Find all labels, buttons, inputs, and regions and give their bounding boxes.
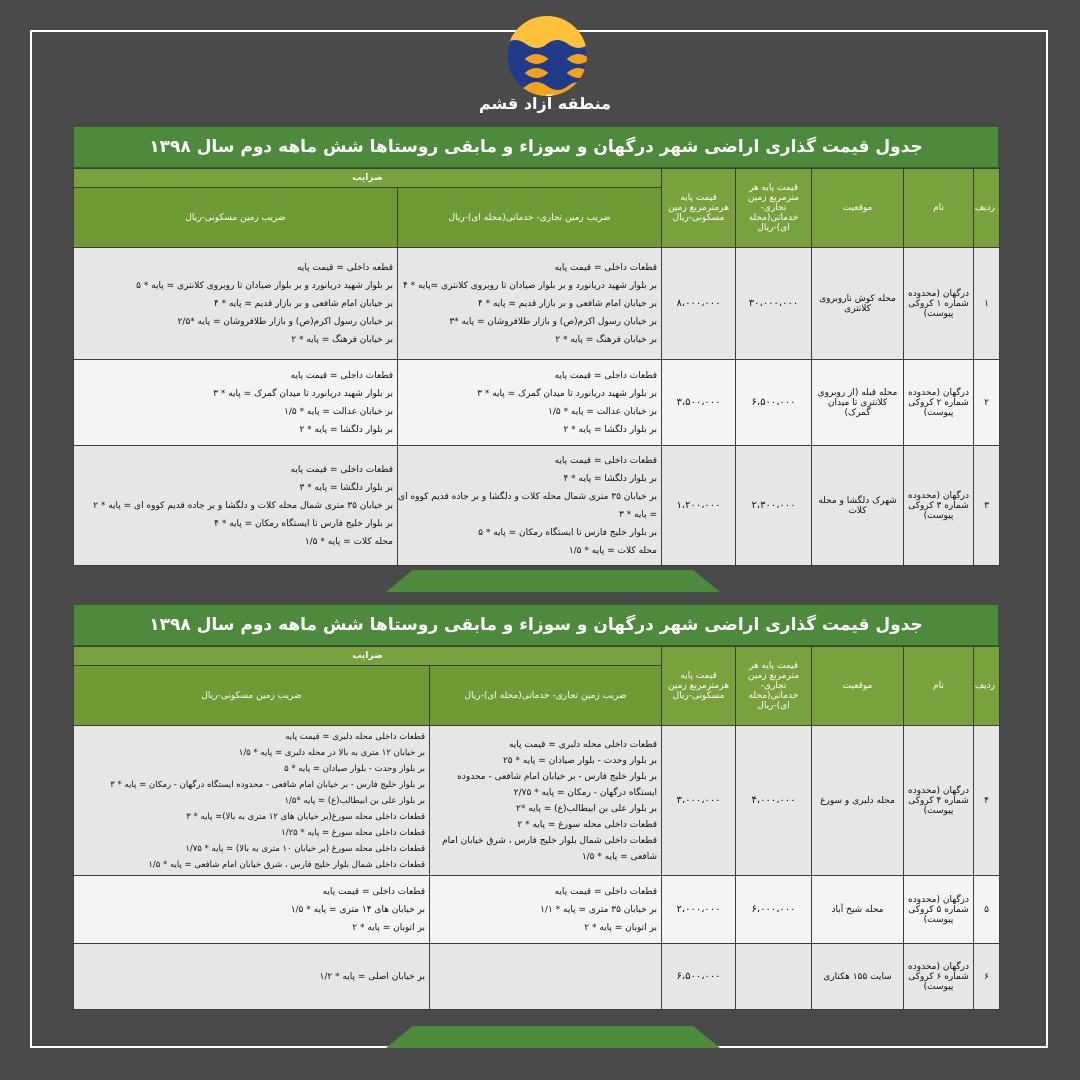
cell-factor-commercial <box>398 446 662 566</box>
factor-line: قطعات داخلی محله سورغ = پایه * ۱/۲۵ <box>281 827 426 838</box>
factor-line: قطعات داخلی شمال بلوار خلیج فارس ، شرق خیابان امام شافعی = پایه * ۱/۵ <box>148 859 426 870</box>
cell-location: سایت ۱۵۵ هکتاری <box>812 944 904 1010</box>
cell-location: شهرک دلگشا و محله کلات <box>812 446 904 566</box>
cell-location: محله شیخ آباد <box>812 876 904 944</box>
header-base-commercial: قیمت پایه هر مترمربع زمین تجاری- خدماتی(محله ای)-ریال <box>736 169 812 248</box>
factor-line: قطعات داخلی = قیمت پایه <box>322 886 426 897</box>
factor-line: قطعات داخلی محله سورغ = پایه * ۲ <box>517 819 658 830</box>
cell-base-commercial: ۴،۰۰۰،۰۰۰ <box>736 726 812 876</box>
cell-factor-residential <box>74 248 398 360</box>
cell-base-residential: ۳،۵۰۰،۰۰۰ <box>662 360 736 446</box>
table-title: جدول قیمت گذاری اراضی شهر درگهان و سوزاء و مابقی روستاها شش ماهه دوم سال ۱۳۹۸ <box>73 126 999 168</box>
cell-row-no: ۴ <box>974 726 1000 876</box>
factor-line: بر بلوار شهید دریانورد تا میدان گمرک = پایه * ۳ <box>477 388 658 399</box>
factor-line: قطعات داخلی محله سورغ(بر خیابان های ۱۲ متری به بالا)= پایه * ۳ <box>186 811 426 822</box>
cell-name: درگهان (محدوده شماره ۱ کروکی پیوست) <box>904 248 974 360</box>
header-base-residential: قیمت پایه هرمترمربع زمین مسکونی-ریال <box>662 647 736 726</box>
cell-name: درگهان (محدوده شماره ۵ کروکی پیوست) <box>904 876 974 944</box>
cell-factor-residential <box>74 876 430 944</box>
factor-line: بر خیابان امام شافعی و بر بازار قدیم = پایه * ۴ <box>477 298 658 309</box>
factor-line: بر خیابان اصلی = پایه * ۱/۲ <box>319 971 426 982</box>
header-row-no: ردیف <box>974 169 1000 248</box>
factor-line: بر بلوار وحدت - بلوار صیادان = پایه * ۲۵ <box>502 755 658 766</box>
header-name: نام <box>904 647 974 726</box>
cell-factor-residential <box>74 726 430 876</box>
cell-factor-commercial <box>430 944 662 1010</box>
cell-row-no: ۲ <box>974 360 1000 446</box>
header-factors: ضرایب <box>74 169 662 188</box>
cell-base-commercial: ۲،۳۰۰،۰۰۰ <box>736 446 812 566</box>
cell-factor-commercial <box>398 360 662 446</box>
factor-line: بر بلوار دلگشا = پایه * ۴ <box>563 473 658 484</box>
cell-base-commercial: ۶،۵۰۰،۰۰۰ <box>736 360 812 446</box>
factor-line: قطعات داخلی = قیمت پایه <box>290 464 394 475</box>
table-row <box>74 876 1000 944</box>
cell-row-no: ۶ <box>974 944 1000 1010</box>
factor-line: بر خیابان رسول اکرم(ص) و بازار طلافروشان = پایه *۳ <box>449 316 658 327</box>
price-table-1 <box>73 126 999 566</box>
factor-line: بر خیابان های ۱۴ متری = پایه * ۱/۵ <box>290 904 426 915</box>
cell-factor-residential <box>74 360 398 446</box>
factor-line: بر بلوار خلیج فارس تا ایستگاه رمکان = پایه * ۴ <box>214 518 394 529</box>
price-table <box>73 168 1000 566</box>
factor-line: قطعات داخلی = قیمت پایه <box>554 370 658 381</box>
cell-base-residential: ۲،۰۰۰،۰۰۰ <box>662 876 736 944</box>
cell-name: درگهان (محدوده شماره ۶ کروکی پیوست) <box>904 944 974 1010</box>
factor-line: قطعات داخلی = قیمت پایه <box>554 262 658 273</box>
cell-factor-commercial <box>430 726 662 876</box>
cell-base-commercial <box>736 944 812 1010</box>
factor-line: بر بلوار شهید دریانورد تا میدان گمرک = پایه * ۳ <box>213 388 394 399</box>
factor-line: بر اتوبان = پایه * ۲ <box>352 922 426 933</box>
cell-factor-residential <box>74 446 398 566</box>
factor-line: قطعه داخلی = قیمت پایه <box>296 262 394 273</box>
header-row-no: ردیف <box>974 647 1000 726</box>
table-row <box>74 360 1000 446</box>
factor-line: محله کلات = پایه * ۱/۵ <box>304 536 394 547</box>
table-footer-tab <box>386 570 720 592</box>
cell-base-residential: ۱،۲۰۰،۰۰۰ <box>662 446 736 566</box>
factor-line: قطعات داخلی محله سورغ (بر خیابان ۱۰ متری به بالا) = پایه * ۱/۷۵ <box>185 843 426 854</box>
cell-row-no: ۵ <box>974 876 1000 944</box>
factor-line: قطعات داخلی محله دلبری = قیمت پایه <box>285 731 426 742</box>
cell-factor-commercial <box>430 876 662 944</box>
header-base-residential: قیمت پایه هرمترمربع زمین مسکونی-ریال <box>662 169 736 248</box>
cell-base-commercial: ۶،۰۰۰،۰۰۰ <box>736 876 812 944</box>
factor-line: = پایه * ۳ <box>618 509 658 520</box>
factor-line: بر بلوار دلگشا = پایه * ۳ <box>299 482 394 493</box>
table-title: جدول قیمت گذاری اراضی شهر درگهان و سوزاء و مابقی روستاها شش ماهه دوم سال ۱۳۹۸ <box>73 604 999 646</box>
factor-line: بر بلوار شهید دریانورد و بر بلوار صیادان تا روبروی کلانتری = پایه * ۵ <box>136 280 394 291</box>
header-base-commercial: قیمت پایه هر مترمربع زمین تجاری- خدماتی(محله ای)-ریال <box>736 647 812 726</box>
factor-line: بر اتوبان = پایه * ۲ <box>584 922 658 933</box>
qeshm-wave-logo-icon <box>505 14 589 98</box>
factor-line: بر بلوار خلیج فارس تا ایستگاه رمکان = پایه * ۵ <box>478 527 658 538</box>
cell-row-no: ۳ <box>974 446 1000 566</box>
cell-name: درگهان (محدوده شماره ۳ کروکی پیوست) <box>904 446 974 566</box>
cell-location: محله کوش ناروبروی کلانتری <box>812 248 904 360</box>
cell-factor-residential <box>74 944 430 1010</box>
factor-line: ایستگاه درگهان - رمکان = پایه * ۲/۷۵ <box>513 787 658 798</box>
factor-line: بر بلوار دلگشا = پایه * ۲ <box>563 424 658 435</box>
factor-line: قطعات داخلی = قیمت پایه <box>554 455 658 466</box>
cell-base-residential: ۸،۰۰۰،۰۰۰ <box>662 248 736 360</box>
factor-line: قطعات داخلی = قیمت پایه <box>290 370 394 381</box>
logo-text: منطقه آزاد قشم <box>478 94 612 113</box>
table-row <box>74 248 1000 360</box>
cell-name: درگهان (محدوده شماره ۴ کروکی پیوست) <box>904 726 974 876</box>
header-factor-commercial: ضریب زمین تجاری- خدماتی(محله ای)-ریال <box>398 188 662 248</box>
factor-line: قطعات داخلی شمال بلوار خلیج فارس ، شرق خیابان امام <box>442 835 658 846</box>
table-footer-tab <box>386 1026 720 1048</box>
factor-line: بر بلوار خلیج فارس - بر خیابان امام شافعی - محدوده ایستگاه درگهان - رمکان = پایه * ۳ <box>110 779 426 790</box>
factor-line: بر خیابان فرهنگ = پایه * ۲ <box>291 334 394 345</box>
factor-line: شافعی = پایه * ۱/۵ <box>581 851 658 862</box>
factor-line: بر خیابان امام شافعی و بر بازار قدیم = پایه * ۴ <box>213 298 394 309</box>
factor-line: بر خیابان عدالت = پایه * ۱/۵ <box>284 406 394 417</box>
factor-line: بر بلوار دلگشا = پایه * ۲ <box>299 424 394 435</box>
factor-line: بر خیابان ۳۵ متری شمال محله کلات و دلگشا و بر جاده قدیم کووه ای <box>398 491 658 502</box>
factor-line: بر خیابان ۳۵ متری شمال محله کلات و دلگشا و بر جاده قدیم کووه ای = پایه * ۲ <box>93 500 394 511</box>
cell-base-residential: ۶،۵۰۰،۰۰۰ <box>662 944 736 1010</box>
factor-line: بر بلوار علی بن ابیطالب(ع) = پایه *۱/۵ <box>284 795 426 806</box>
factor-line: بر بلوار وحدت - بلوار صیادان = پایه * ۵ <box>284 763 426 774</box>
cell-row-no: ۱ <box>974 248 1000 360</box>
cell-location: محله دلبری و سورغ <box>812 726 904 876</box>
factor-line: بر بلوار خلیج فارس - بر خیابان امام شافعی - محدوده <box>457 771 658 782</box>
header-factors: ضرایب <box>74 647 662 666</box>
factor-line: بر خیابان رسول اکرم(ص) و بازار طلافروشان = پایه *۲/۵ <box>177 316 394 327</box>
cell-location: محله قبله (از روبروی کلانتری تا میدان گمرک) <box>812 360 904 446</box>
factor-line: قطعات داخلی محله دلبری = قیمت پایه <box>508 739 658 750</box>
header-name: نام <box>904 169 974 248</box>
factor-line: بر خیابان ۳۵ متری = پایه * ۱/۱ <box>540 904 658 915</box>
factor-line: محله کلات = پایه * ۱/۵ <box>568 545 658 556</box>
table-row <box>74 446 1000 566</box>
price-table-2 <box>73 604 999 1010</box>
header-factor-commercial: ضریب زمین تجاری- خدماتی(محله ای)-ریال <box>430 666 662 726</box>
cell-factor-commercial <box>398 248 662 360</box>
cell-base-residential: ۳،۰۰۰،۰۰۰ <box>662 726 736 876</box>
cell-base-commercial: ۳۰،۰۰۰،۰۰۰ <box>736 248 812 360</box>
factor-line: قطعات داخلی = قیمت پایه <box>554 886 658 897</box>
factor-line: بر بلوار علی بن ابیطالب(ع) = پایه *۲ <box>516 803 658 814</box>
factor-line: بر خیابان فرهنگ = پایه * ۲ <box>555 334 658 345</box>
header-factor-residential: ضریب زمین مسکونی-ریال <box>74 666 430 726</box>
table-row <box>74 944 1000 1010</box>
header-factor-residential: ضریب زمین مسکونی-ریال <box>74 188 398 248</box>
factor-line: بر بلوار شهید دریانورد و بر بلوار صیادان تا روبروی کلانتری =پایه * ۴ <box>402 280 658 291</box>
price-table <box>73 646 1000 1010</box>
header-location: موقعیت <box>812 647 904 726</box>
cell-name: درگهان (محدوده شماره ۲ کروکی پیوست) <box>904 360 974 446</box>
factor-line: بر خیابان ۱۲ متری به بالا در محله دلبری = پایه * ۱/۵ <box>238 747 426 758</box>
factor-line: بر خیابان عدالت = پایه * ۱/۵ <box>548 406 658 417</box>
header-location: موقعیت <box>812 169 904 248</box>
table-row <box>74 726 1000 876</box>
